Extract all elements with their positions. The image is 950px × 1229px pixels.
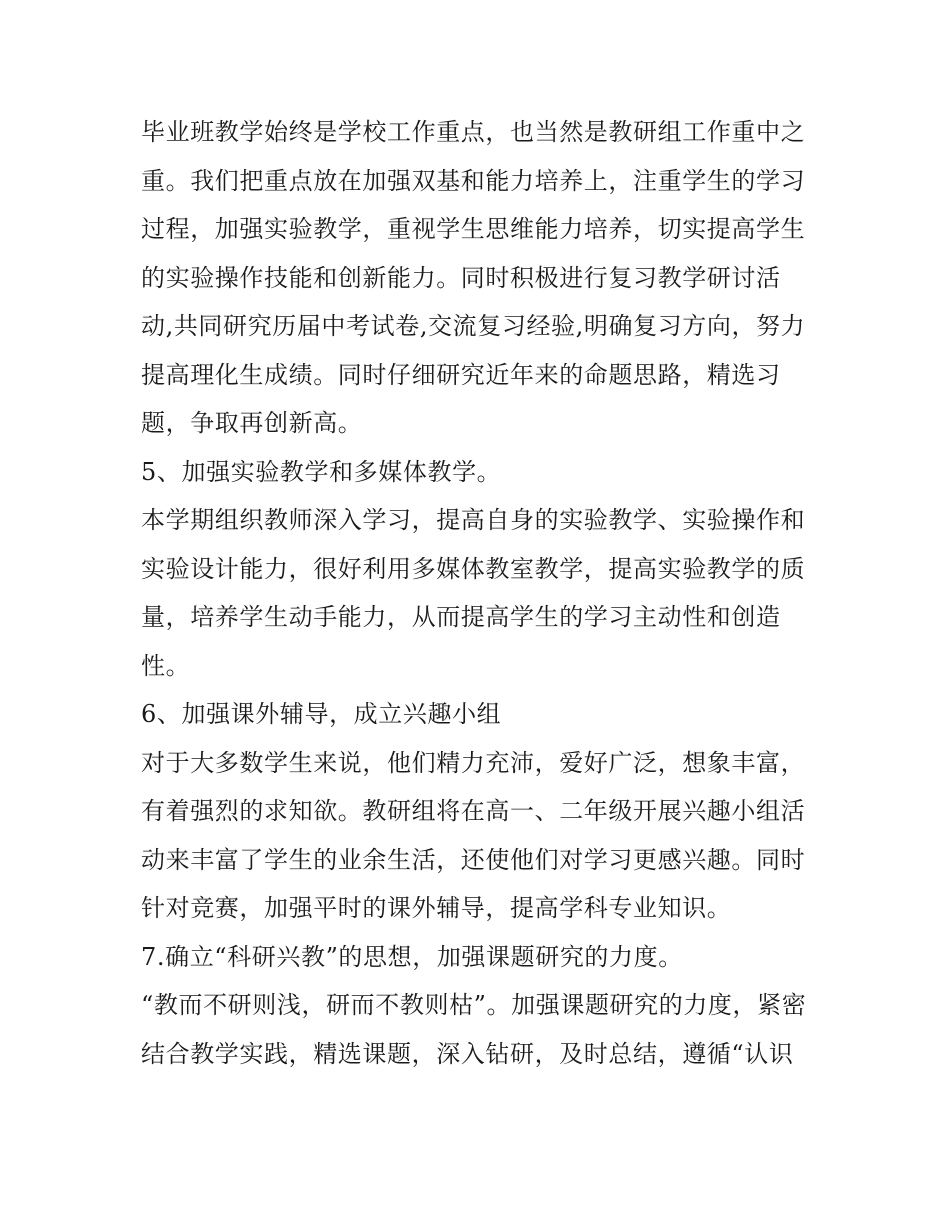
text-line: 对于大多数学生来说，他们精力充沛，爱好广泛，想象丰富， [141,748,806,777]
text-line: 量，培养学生动手能力，从而提高学生的学习主动性和创造 [141,603,781,631]
text-line: 题，争取再创新高。 [141,409,363,437]
text-line: 有着强烈的求知欲。教研组将在高一、二年级开展兴趣小组活 [141,797,806,825]
text-line: 重。我们把重点放在加强双基和能力培养上，注重学生的学习 [141,166,806,195]
text-line: 动,共同研究历届中考试卷,交流复习经验,明确复习方向，努力 [141,312,806,340]
text-line: 性。 [141,651,191,680]
section-heading: 7.确立“科研兴教”的思想，加强课题研究的力度。 [141,942,683,971]
text-line: 的实验操作技能和创新能力。同时积极进行复习教学研讨活 [141,263,781,292]
text-line: 本学期组织教师深入学习，提高自身的实验教学、实验操作和 [141,506,806,534]
section-heading: 5、加强实验教学和多媒体教学。 [141,457,502,486]
text-line: 动来丰富了学生的业余生活，还使他们对学习更感兴趣。同时 [141,845,806,874]
text-line: 提高理化生成绩。同时仔细研究近年来的命题思路，精选习 [141,360,781,389]
document-body [141,108,821,1078]
text-line: “教而不研则浅，研而不教则枯”。加强课题研究的力度，紧密 [141,991,807,1019]
text-line: 结合教学实践，精选课题，深入钻研，及时总结，遵循“认识 [141,1039,794,1068]
section-heading: 6、加强课外辅导，成立兴趣小组 [141,700,502,728]
text-line: 实验设计能力，很好利用多媒体教室教学，提高实验教学的质 [141,554,806,583]
text-line: 过程，加强实验教学，重视学生思维能力培养，切实提高学生 [141,215,806,243]
text-line: 毕业班教学始终是学校工作重点，也当然是教研组工作重中之 [141,118,806,146]
text-line: 针对竞赛，加强平时的课外辅导，提高学科专业知识。 [141,894,732,922]
